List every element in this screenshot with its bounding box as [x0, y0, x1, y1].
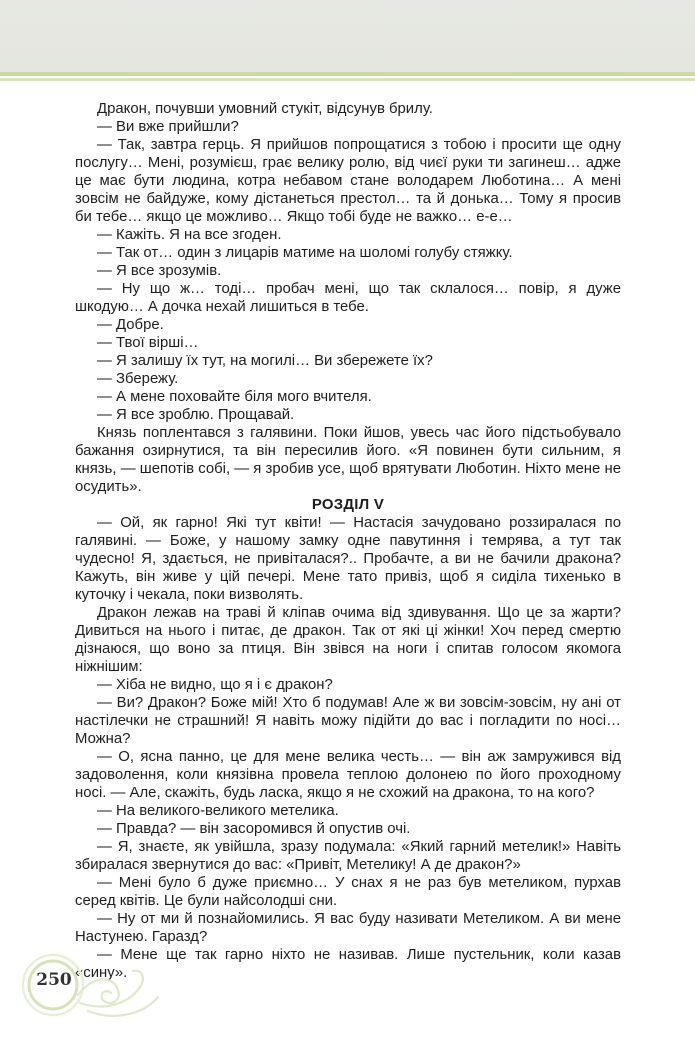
paragraph: — Я, знаєте, як увійшла, зразу подумала: «Який гарний метелик!» Навіть збиралася звернутися до вас: «Привіт, Метелику! А де дракон?»	[75, 839, 621, 873]
paragraph: — Збережу.	[97, 371, 179, 387]
paragraph: — Я залишу їх тут, на могилі… Ви збережете їх?	[97, 353, 433, 369]
header-rule-thin	[0, 78, 695, 81]
paragraph: — Я все зроблю. Прощавай.	[97, 407, 295, 423]
header-rule-thick	[0, 72, 695, 76]
chapter-heading: РОЗДІЛ V	[311, 497, 385, 513]
paragraph: — Кажіть. Я на все згоден.	[97, 227, 282, 243]
paragraph: — Ви? Дракон? Боже мій! Хто б подумав! Але ж ви зовсім-зовсім, ну ані от настілечки не страшний! Я навіть можу підійти до вас і погладити по носі… Можна?	[75, 695, 621, 747]
paragraph: — Хіба не видно, що я і є дракон?	[97, 677, 333, 693]
paragraph: — Ой, як гарно! Які тут квіти! — Настасія зачудовано роззиралася по галявині. — Боже, у нашому замку одне павутиння і темрява, а тут так чудесно! Я, здається, не привіталася?.. Пробачте, а ви не бачили дракона? Кажуть, він живе у цій печері. Мене тато привіз, щоб я сиділа тихенько в куточку і чекала, поки визволять.	[75, 515, 621, 603]
paragraph: — Я все зрозумів.	[97, 263, 222, 279]
paragraph: — О, ясна панно, це для мене велика честь… — він аж замружився від задоволення, коли князівна провела теплою долонею по його проходному носі. — Але, скажіть, будь ласка, якщо я не схожий на дракона, то на кого?	[75, 749, 621, 801]
paragraph: Князь поплентався з галявини. Поки йшов, увесь час його підстьобувало бажання озирнутися, та він пересилив його. «Я повинен бути сильним, я князь, — шепотів собі, — я зробив усе, щоб врятувати Люботин. Ніхто мене не осудить».	[75, 425, 621, 495]
paragraph: — На великого-великого метелика.	[97, 803, 339, 819]
paragraph: Дракон, почувши умовний стукіт, відсунув брилу.	[97, 101, 433, 117]
paragraph: — Твої вірші…	[97, 335, 199, 351]
page-number: 250	[36, 970, 72, 990]
paragraph: — А мене поховайте біля мого вчителя.	[97, 389, 372, 405]
paragraph: — Ну що ж… тоді… пробач мені, що так склалося… повір, я дуже шкодую… А дочка нехай лишиться в тебе.	[75, 281, 621, 315]
paragraph: — Ну от ми й познайомились. Я вас буду називати Метеликом. А ви мене Настунею. Гаразд?	[75, 911, 621, 945]
paragraph: — Ви вже прийшли?	[97, 119, 239, 135]
page-body	[75, 100, 621, 982]
paragraph: — Мені було б дуже приємно… У снах я не раз був метеликом, пурхав серед квітів. Це були найсолодші сни.	[75, 875, 621, 909]
paragraph: — Так, завтра герць. Я прийшов попрощатися з тобою і просити ще одну послугу… Мені, розумієш, грає велику ролю, від чиєї руки ти загинеш… адже це має бути людина, котра небавом стане володарем Люботина… А мені зовсім не байдуже, кому дістанеться престол… та й донька… Тому я просив би тебе… якщо це можливо… Якщо тобі буде не важко… е-е…	[75, 137, 621, 225]
paragraph: — Мене ще так гарно ніхто не називав. Лише пустельник, коли казав «сину».	[75, 947, 621, 981]
page-header-band	[0, 0, 695, 72]
paragraph: Дракон лежав на траві й кліпав очима від здивування. Що це за жарти? Дивиться на нього і питає, де дракон. Так от які ці жінки! Хоч перед смертю дізнаюся, що воно за птиця. Він звівся на ноги і спитав голосом якомога ніжнішим:	[75, 605, 621, 675]
paragraph: — Добре.	[97, 317, 164, 333]
paragraph: — Так от… один з лицарів матиме на шоломі голубу стяжку.	[97, 245, 513, 261]
paragraph: — Правда? — він засоромився й опустив очі.	[97, 821, 411, 837]
